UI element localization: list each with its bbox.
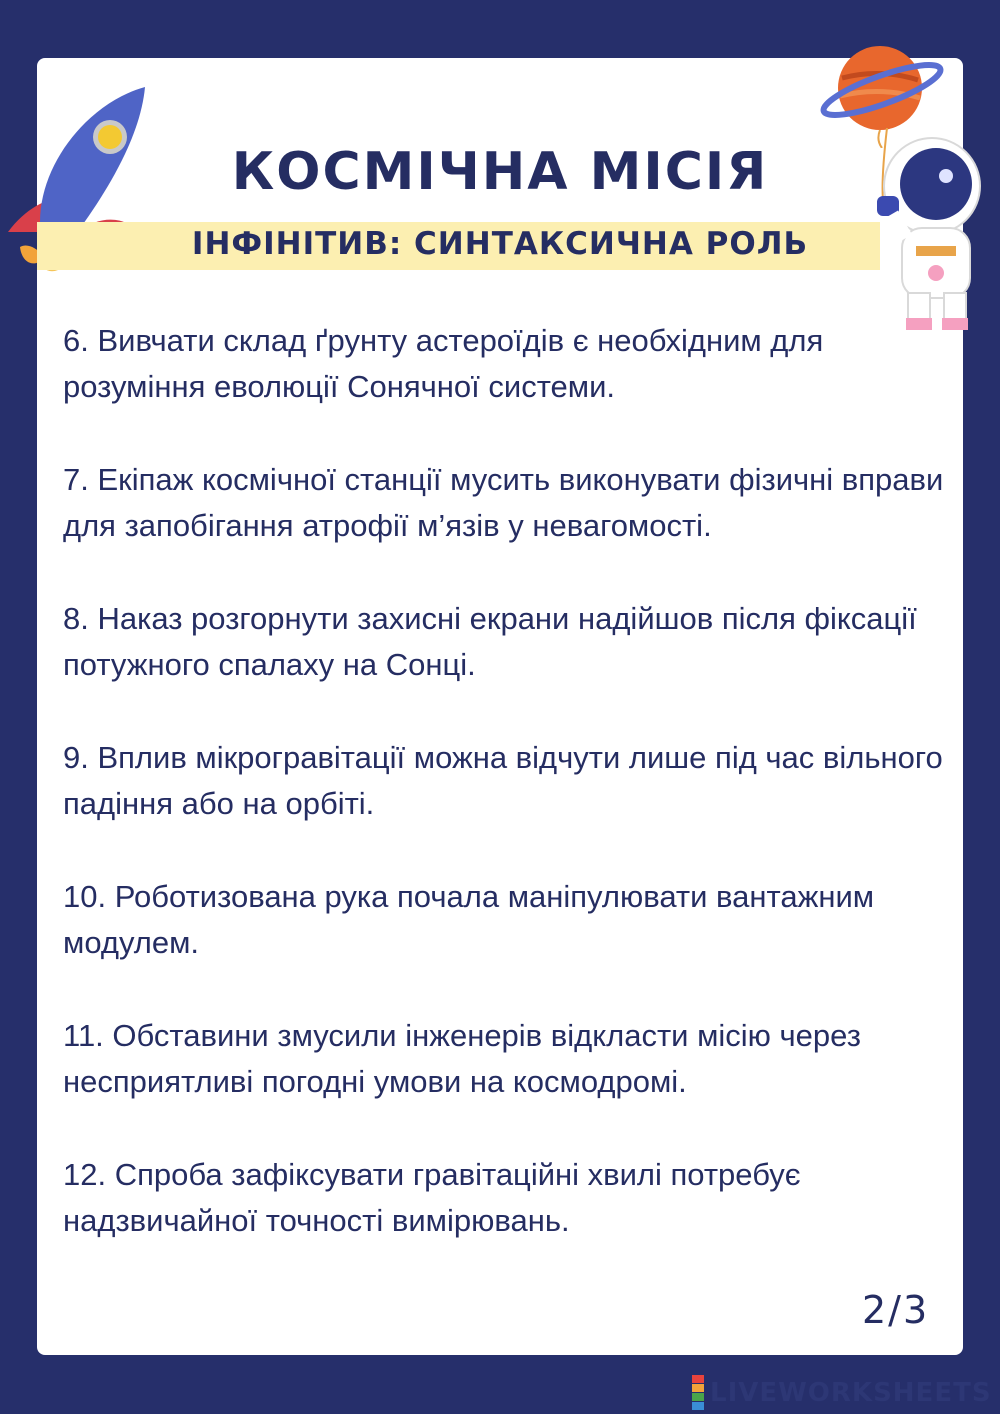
sentence-item: 11. Обставини змусили інженерів відкласти місію через несприятливі погодні умови на космодромі.	[63, 1018, 861, 1099]
page-subtitle: ІНФІНІТИВ: СИНТАКСИЧНА РОЛЬ	[191, 226, 809, 262]
sentence-item: 12. Спроба зафіксувати гравітаційні хвилі потребує надзвичайної точності вимірювань.	[63, 1157, 801, 1238]
page-title: КОСМІЧНА МІСІЯ	[231, 142, 769, 202]
sentence-list	[63, 318, 963, 1291]
liveworksheets-logo-icon	[692, 1375, 704, 1410]
sentence-item: 6. Вивчати склад ґрунту астероїдів є необхідним для розуміння еволюції Сонячної системи.	[63, 323, 824, 404]
sentence-item: 9. Вплив мікрогравітації можна відчути лише під час вільного падіння або на орбіті.	[63, 740, 943, 821]
sentence-item: 8. Наказ розгорнути захисні екрани надійшов після фіксації потужного спалаху на Сонці.	[63, 601, 917, 682]
page-number: 2/3	[862, 1288, 930, 1332]
sentence-item: 10. Роботизована рука почала маніпулювати вантажним модулем.	[63, 879, 875, 960]
sentence-item: 7. Екіпаж космічної станції мусить виконувати фізичні вправи для запобігання атрофії м’язів у невагомості.	[63, 462, 944, 543]
liveworksheets-watermark[interactable]	[692, 1375, 992, 1410]
watermark-text: LIVEWORKSHEETS	[710, 1377, 992, 1408]
